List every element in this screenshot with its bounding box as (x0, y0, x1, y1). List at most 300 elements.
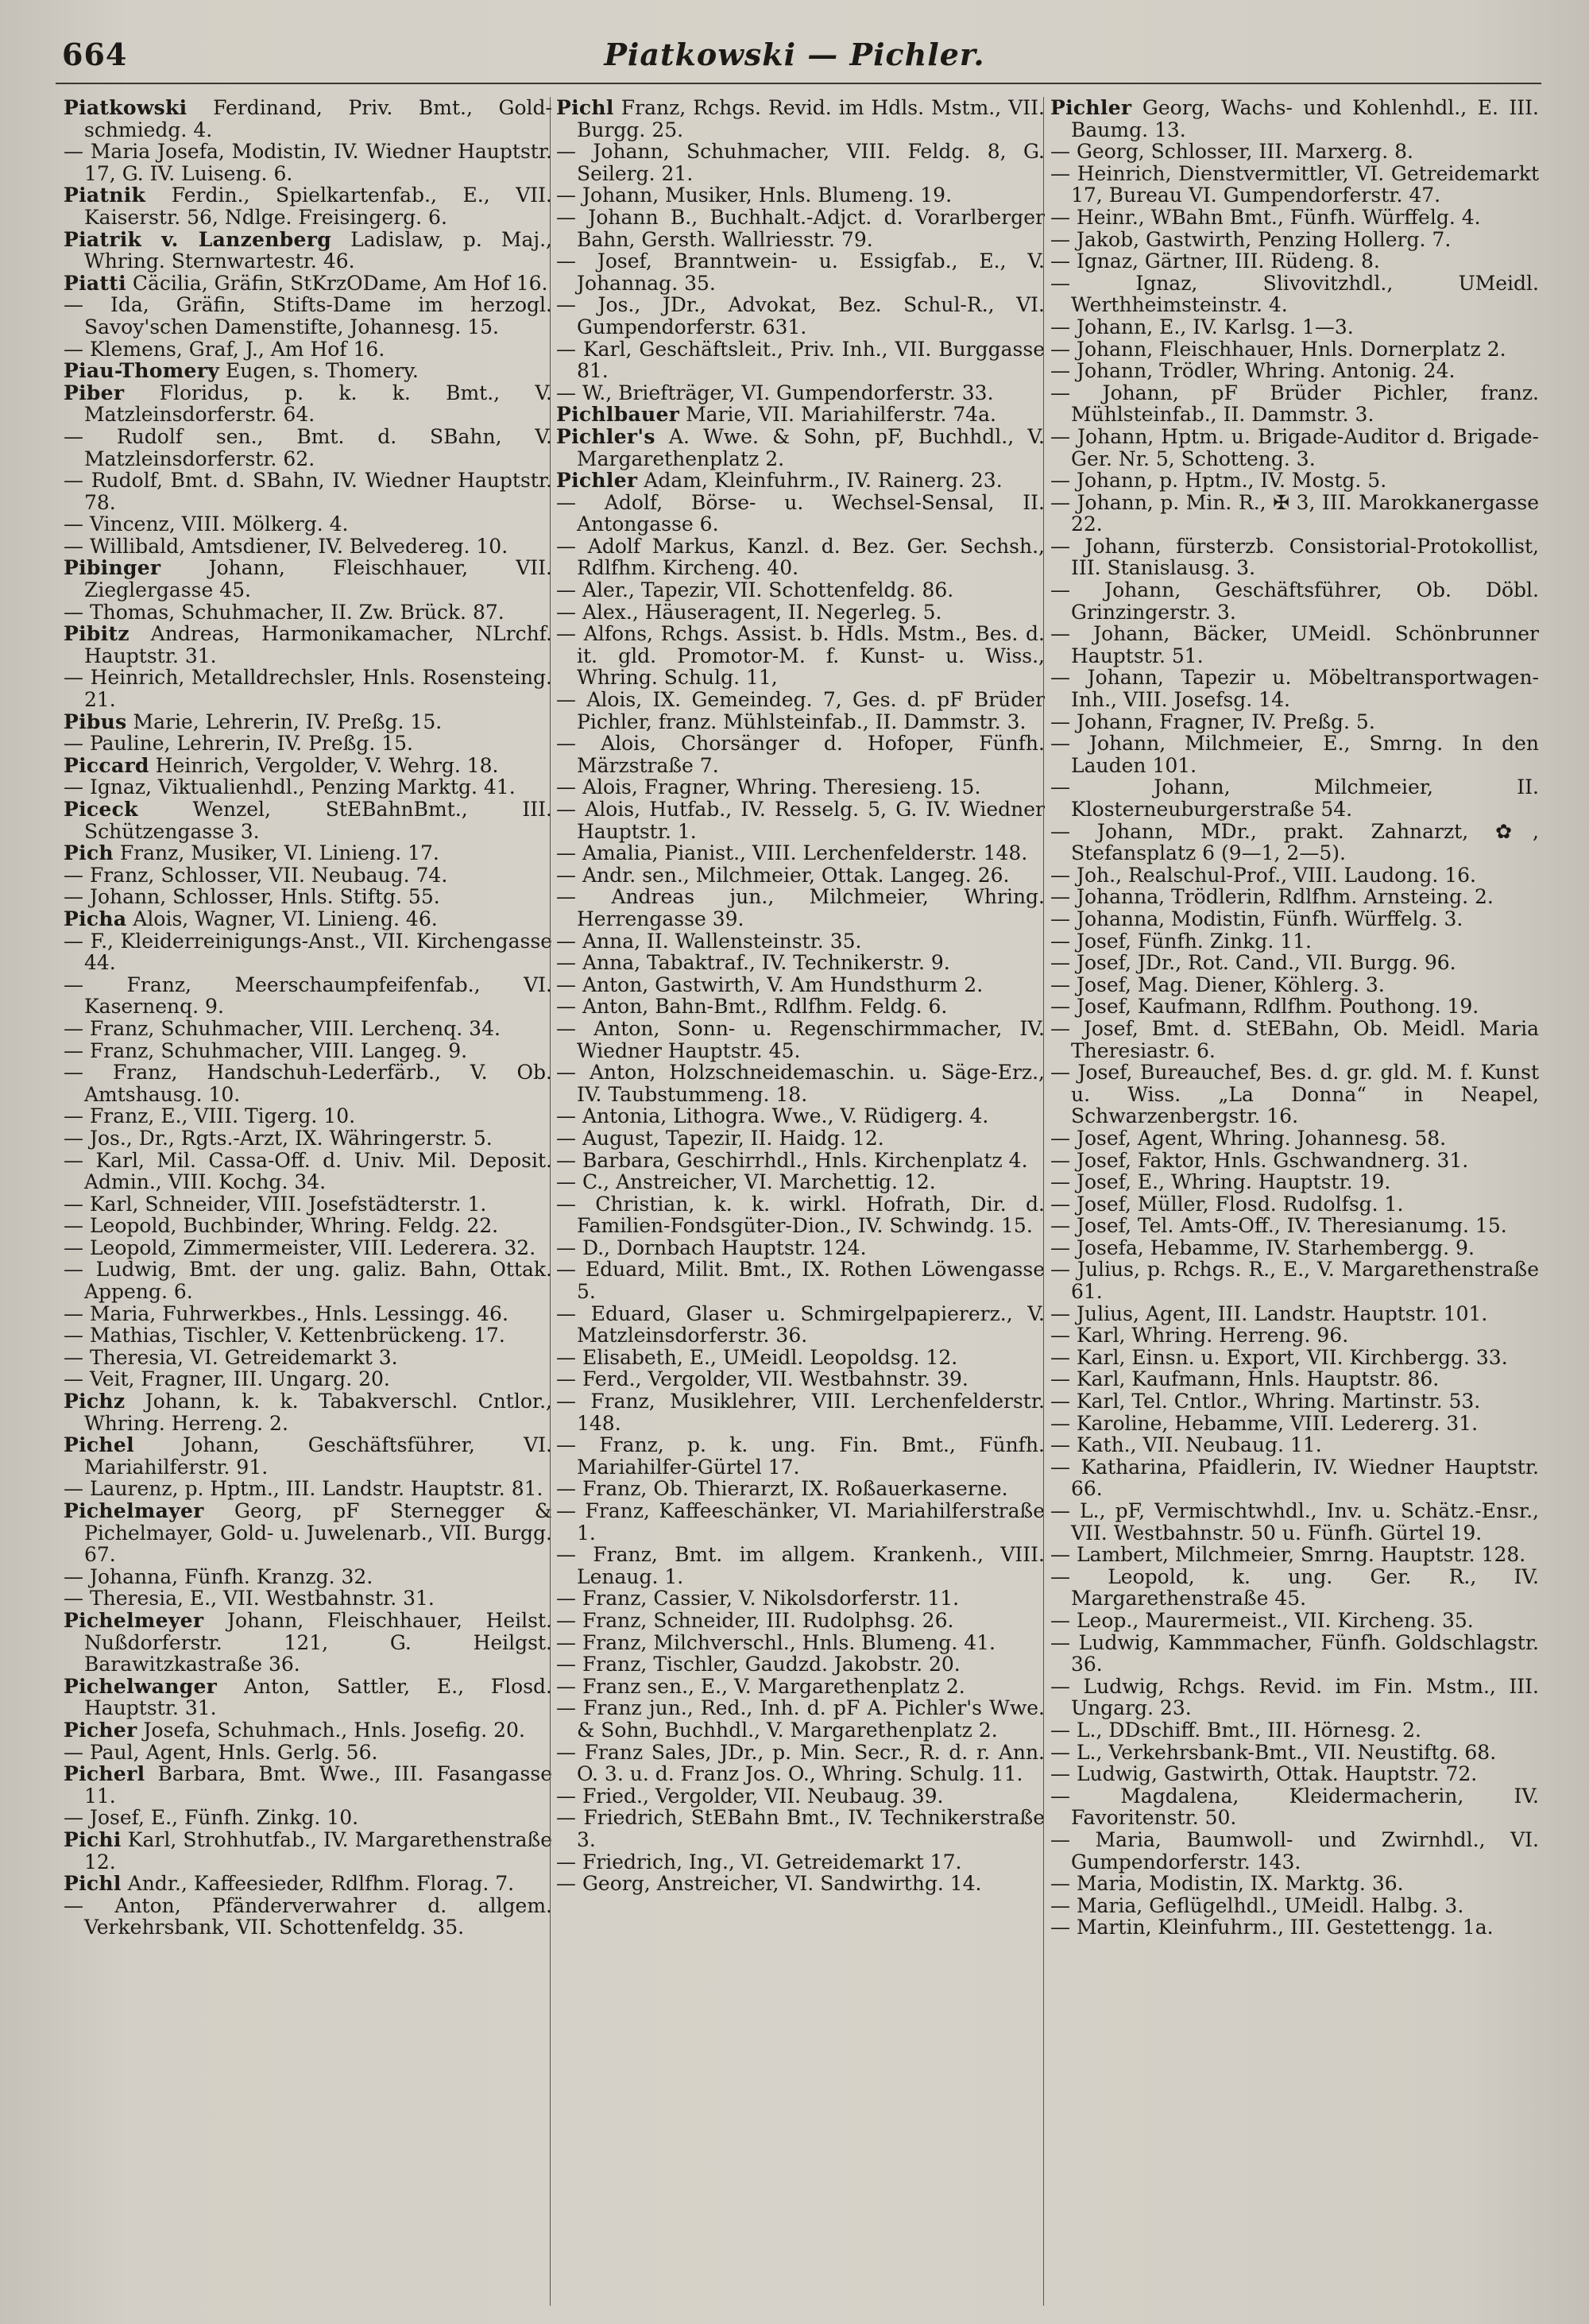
directory-entry (64, 1061, 552, 1105)
column-2 (556, 97, 1045, 2314)
entry-text: Georg, Wachs- und Kohlenhdl., E. III. Baumg. 13. (1071, 97, 1539, 141)
entry-text: — Johanna, Trödlerin, Rdlfhm. Arnsteing. 2. (1050, 885, 1494, 909)
directory-entry (64, 1237, 552, 1259)
directory-entry (556, 1587, 1045, 1610)
directory-entry (556, 1259, 1045, 1302)
directory-entry (64, 273, 552, 295)
entry-text: — Josef, Bmt. d. StEBahn, Ob. Meidl. Maria Theresiastr. 6. (1050, 1016, 1539, 1062)
column-divider (1043, 97, 1044, 2306)
directory-entry (64, 1303, 552, 1325)
directory-entry (64, 1500, 552, 1566)
directory-entry (556, 1018, 1045, 1061)
directory-entry (556, 1105, 1045, 1127)
directory-entry (1050, 1324, 1539, 1347)
entry-text: Adam, Kleinfuhrm., IV. Rainerg. 23. (644, 469, 1003, 493)
entry-surname: Piber (64, 381, 125, 404)
entry-text: — Theresia, VI. Getreidemarkt 3. (64, 1345, 398, 1369)
entry-text: — Aler., Tapezir, VII. Schottenfeldg. 86. (556, 578, 954, 602)
entry-text: — Josef, Agent, Whring. Johannesg. 58. (1050, 1126, 1447, 1150)
entry-text: — Anton, Pfänderverwahrer d. allgem. Verkehrsbank, VII. Schottenfeldg. 35. (64, 1893, 552, 1939)
entry-surname: Pichel (64, 1433, 134, 1457)
entry-surname: Picha (64, 907, 127, 930)
entry-text: — Maria, Geflügelhdl., UMeidl. Halbg. 3. (1050, 1893, 1464, 1917)
directory-entry (64, 1193, 552, 1216)
entry-text: — Franz, Ob. Thierarzt, IX. Roßauerkaserne. (556, 1477, 1008, 1501)
entry-text: — Johann, Fleischhauer, Hnls. Dornerplatz 2. (1050, 337, 1506, 361)
directory-entry (64, 360, 552, 382)
directory-entry (1050, 1566, 1539, 1610)
entry-text: — Rudolf sen., Bmt. d. SBahn, V. Matzleinsdorferstr. 62. (64, 424, 552, 470)
directory-entry (64, 1676, 552, 1719)
directory-entry (556, 141, 1045, 184)
entry-text: — Julius, p. Rchgs. R., E., V. Margarethenstraße 61. (1050, 1258, 1539, 1304)
directory-entry (556, 689, 1045, 733)
directory-entry (1050, 1544, 1539, 1566)
directory-entry (556, 1237, 1045, 1259)
directory-entry (64, 184, 552, 228)
entry-text: — Amalia, Pianist., VIII. Lerchenfelderstr. 148. (556, 841, 1028, 865)
entry-text: — Katharina, Pfaidlerin, IV. Wiedner Hauptstr. 66. (1050, 1455, 1539, 1501)
entry-text: — Georg, Schlosser, III. Marxerg. 8. (1050, 140, 1414, 164)
directory-entry (64, 1742, 552, 1764)
entry-text: — Friedrich, StEBahn Bmt., IV. Technikerstraße 3. (556, 1806, 1045, 1851)
entry-text: — Franz, Schuhmacher, VIII. Lerchenq. 34. (64, 1016, 501, 1040)
entry-text: — Josef, Tel. Amts-Off., IV. Theresianumg. 15. (1050, 1214, 1507, 1238)
entry-surname: Piau-Thomery (64, 359, 220, 383)
entry-text: — Adolf Markus, Kanzl. d. Bez. Ger. Sechsh., Rdlfhm. Kircheng. 40. (556, 534, 1045, 580)
entry-text: — Johann, Trödler, Whring. Antonig. 24. (1050, 359, 1456, 383)
directory-entry (64, 294, 552, 338)
directory-entry (556, 1742, 1045, 1785)
entry-text: — Josef, Müller, Flosd. Rudolfsg. 1. (1050, 1192, 1404, 1216)
directory-entry (1050, 1127, 1539, 1150)
directory-entry (556, 1632, 1045, 1654)
directory-entry (64, 1018, 552, 1040)
directory-entry (64, 1873, 552, 1895)
directory-entry (64, 1150, 552, 1193)
entry-text: — Johann, Hptm. u. Brigade-Auditor d. Brigade-Ger. Nr. 5, Schotteng. 3. (1050, 424, 1539, 470)
entry-text: — Klemens, Graf, J., Am Hof 16. (64, 337, 385, 361)
directory-entry (64, 1215, 552, 1237)
directory-entry (1050, 952, 1539, 974)
directory-entry (1050, 974, 1539, 996)
entry-text: — Martin, Kleinfuhrm., III. Gestettengg. 1a. (1050, 1916, 1494, 1939)
directory-entry (556, 1171, 1045, 1193)
directory-entry (1050, 207, 1539, 229)
entry-text: — Josef, Bureauchef, Bes. d. gr. gld. M. f. Kunst u. Wiss. „La Donna“ in Neapel, Schwarzenbergstr. 16. (1050, 1061, 1539, 1128)
entry-text: — Andreas jun., Milchmeier, Whring. Herrengasse 39. (556, 885, 1045, 930)
entry-surname: Pibus (64, 710, 127, 733)
directory-entry (1050, 667, 1539, 710)
directory-entry (64, 1434, 552, 1478)
entry-text: — Vincenz, VIII. Mölkerg. 4. (64, 512, 349, 536)
entry-text: — Franz, Handschuh-Lederfärb., V. Ob. Amtshausg. 10. (64, 1061, 552, 1106)
directory-entry (556, 776, 1045, 799)
entry-text: — Willibald, Amtsdiener, IV. Belvedereg. 10. (64, 534, 508, 558)
directory-entry (556, 1807, 1045, 1850)
page-number: 664 (62, 37, 128, 72)
entry-text: — Ignaz, Slivovitzhdl., UMeidl. Werthheimsteinstr. 4. (1050, 271, 1539, 317)
entry-text: — Alfons, Rchgs. Assist. b. Hdls. Mstm., Bes. d. it. gld. Promotor-M. f. Kunst- u. Wiss., Whring. Schulg. 11, (556, 622, 1045, 690)
entry-text: Alois, Wagner, VI. Linieng. 46. (133, 907, 438, 930)
entry-text: — Maria, Modistin, IX. Marktg. 36. (1050, 1872, 1404, 1896)
directory-entry (64, 97, 552, 141)
entry-text: Wenzel, StEBahnBmt., III. Schützengasse 3. (84, 798, 552, 843)
entry-text: — L., DDschiff. Bmt., III. Hörnesg. 2. (1050, 1718, 1421, 1742)
directory-entry (556, 97, 1045, 141)
directory-entry (1050, 733, 1539, 776)
entry-text: — Franz jun., Red., Inh. d. pF A. Pichler's Wwe. & Sohn, Buchhdl., V. Margarethenplatz 2. (556, 1696, 1045, 1742)
entry-text: — Franz, Kaffeeschänker, VI. Mariahilferstraße 1. (556, 1499, 1045, 1545)
directory-entry (1050, 1500, 1539, 1544)
directory-entry (556, 1851, 1045, 1874)
entry-text: — Johanna, Modistin, Fünfh. Würffelg. 3. (1050, 907, 1463, 930)
entry-text: — Karl, Whring. Herreng. 96. (1050, 1324, 1349, 1348)
entry-text: — W., Briefträger, VI. Gumpendorferstr. 33. (556, 381, 994, 404)
directory-entry (64, 1807, 552, 1829)
entry-text: — Jos., Dr., Rgts.-Arzt, IX. Währingerstr. 5. (64, 1126, 493, 1150)
entry-surname: Pichl (556, 97, 614, 119)
entry-text: — Ludwig, Kammmacher, Fünfh. Goldschlagstr. 36. (1050, 1630, 1539, 1676)
directory-entry (1050, 163, 1539, 207)
directory-entry (556, 426, 1045, 470)
directory-entry (64, 1368, 552, 1390)
directory-entry (556, 1785, 1045, 1808)
entry-surname: Picherl (64, 1762, 145, 1786)
directory-entry (556, 1434, 1045, 1478)
entry-text: — Christian, k. k. wirkl. Hofrath, Dir. d. Familien-Fondsgüter-Dion., IV. Schwindg. 15. (556, 1192, 1045, 1238)
directory-entry (64, 1763, 552, 1807)
directory-entry (1050, 382, 1539, 426)
entry-text: Franz, Musiker, VI. Linieng. 17. (119, 841, 439, 865)
directory-entry (1050, 229, 1539, 251)
entry-text: Franz, Rchgs. Revid. im Hdls. Mstm., VII. Burgg. 25. (577, 97, 1045, 141)
entry-text: — Maria, Fuhrwerkbes., Hnls. Lessingg. 46. (64, 1301, 508, 1325)
directory-entry (64, 1324, 552, 1347)
directory-entry (556, 338, 1045, 382)
directory-entry (1050, 1610, 1539, 1632)
directory-entry (556, 952, 1045, 974)
directory-entry (1050, 360, 1539, 382)
entry-text: Johann, Fleischhauer, Heilst. Nußdorferstr. 121, G. Heilgst. Barawitzkastraße 36. (84, 1608, 552, 1676)
entry-text: — Anton, Gastwirth, V. Am Hundsthurm 2. (556, 973, 984, 996)
entry-text: — Julius, Agent, III. Landstr. Hauptstr. 101. (1050, 1301, 1488, 1325)
entry-text: — Josef, E., Whring. Hauptstr. 19. (1050, 1170, 1391, 1194)
directory-entry (556, 207, 1045, 250)
directory-entry (1050, 97, 1539, 141)
entry-text: Anton, Sattler, E., Flosd. Hauptstr. 31. (84, 1674, 552, 1720)
entry-surname: Pichler (1050, 97, 1132, 119)
entry-text: Johann, Fleischhauer, VII. Zieglergasse 45. (84, 556, 552, 602)
entry-text: — Johann, Musiker, Hnls. Blumeng. 19. (556, 184, 953, 207)
directory-entry (556, 733, 1045, 776)
entry-text: Ferdin., Spielkartenfab., E., VII. Kaiserstr. 56, Ndlge. Freisingerg. 6. (84, 184, 552, 229)
directory-entry (556, 974, 1045, 996)
entry-text: — Heinrich, Metalldrechsler, Hnls. Rosensteing. 21. (64, 666, 552, 712)
entry-surname: Piatkowski (64, 97, 188, 119)
entry-text: Heinrich, Vergolder, V. Wehrg. 18. (155, 753, 499, 777)
directory-entry (1050, 1237, 1539, 1259)
entry-text: — Johann, MDr., prakt. Zahnarzt, ✿, Stefansplatz 6 (9—1, 2—5). (1050, 819, 1539, 865)
directory-entry (64, 536, 552, 558)
directory-entry (1050, 1895, 1539, 1917)
entry-text: — Ida, Gräfin, Stifts-Dame im herzogl. Savoy'schen Damenstifte, Johannesg. 15. (64, 293, 552, 338)
directory-entry (1050, 1829, 1539, 1873)
directory-entry (556, 1303, 1045, 1347)
directory-entry (556, 842, 1045, 864)
directory-entry (556, 579, 1045, 601)
entry-text: Marie, Lehrerin, IV. Preßg. 15. (133, 710, 443, 733)
entry-text: — Barbara, Geschirrhdl., Hnls. Kirchenplatz 4. (556, 1148, 1028, 1172)
directory-entry (556, 886, 1045, 930)
directory-entry (556, 404, 1045, 426)
entry-text: — Antonia, Lithogra. Wwe., V. Rüdigerg. 4. (556, 1104, 989, 1128)
entry-text: — Johann, Schlosser, Hnls. Stiftg. 55. (64, 885, 440, 909)
entry-text: — Johann, fürsterzb. Consistorial-Protokollist, III. Stanislausg. 3. (1050, 534, 1539, 580)
directory-entry (1050, 492, 1539, 536)
directory-entry (1050, 864, 1539, 887)
entry-text: — Heinrich, Dienstvermittler, VI. Getreidemarkt 17, Bureau VI. Gumpendorferstr. 47. (1050, 161, 1539, 207)
directory-entry (64, 1040, 552, 1062)
entry-text: — Mathias, Tischler, V. Kettenbrückeng. 17. (64, 1324, 505, 1348)
entry-surname: Pichz (64, 1390, 126, 1413)
directory-entry (1050, 776, 1539, 820)
directory-entry (556, 184, 1045, 207)
entry-text: — Heinr., WBahn Bmt., Fünfh. Würffelg. 4. (1050, 205, 1481, 229)
directory-entry (556, 1544, 1045, 1587)
entry-text: — C., Anstreicher, VI. Marchettig. 12. (556, 1170, 936, 1194)
entry-text: — Josef, Kaufmann, Rdlfhm. Pouthong. 19. (1050, 995, 1479, 1019)
directory-entry (64, 1610, 552, 1676)
directory-entry (64, 1587, 552, 1610)
entry-text: A. Wwe. & Sohn, pF, Buchhdl., V. Margarethenplatz 2. (577, 424, 1045, 470)
directory-entry (556, 623, 1045, 689)
directory-entry (64, 667, 552, 710)
directory-entry (64, 711, 552, 733)
entry-surname: Pichelmeyer (64, 1608, 204, 1632)
entry-text: — Franz sen., E., V. Margarethenplatz 2. (556, 1674, 965, 1698)
entry-text: Floridus, p. k. k. Bmt., V. Matzleinsdorferstr. 64. (84, 381, 552, 427)
directory-entry (556, 382, 1045, 404)
entry-text: — Franz, Meerschaumpfeifenfab., VI. Kasernenq. 9. (64, 973, 552, 1019)
entry-text: — Franz, Schlosser, VII. Neubaug. 74. (64, 863, 448, 887)
entry-text: — August, Tapezir, II. Haidg. 12. (556, 1126, 884, 1150)
entry-text: — L., pF, Vermischtwhdl., Inv. u. Schätz.-Ensr., VII. Westbahnstr. 50 u. Fünfh. Gürtel 19. (1050, 1499, 1539, 1545)
directory-entry (64, 382, 552, 426)
directory-entry (556, 1610, 1045, 1632)
entry-text: — Karl, Schneider, VIII. Josefstädterstr. 1. (64, 1192, 487, 1216)
directory-entry (1050, 1916, 1539, 1939)
directory-entry (64, 755, 552, 777)
directory-entry (1050, 886, 1539, 908)
directory-entry (556, 250, 1045, 294)
entry-text: — Alois, IX. Gemeindeg. 7, Ges. d. pF Brüder Pichler, franz. Mühlsteinfab., II. Dammstr. 3. (556, 688, 1045, 733)
entry-text: — Johann, pF Brüder Pichler, franz. Mühlsteinfab., II. Dammstr. 3. (1050, 381, 1539, 427)
entry-surname: Piatnik (64, 184, 146, 207)
directory-entry (64, 908, 552, 930)
directory-entry (64, 864, 552, 887)
entry-text: — F., Kleiderreinigungs-Anst., VII. Kirchengasse 44. (64, 929, 552, 975)
entry-text: — Franz, Cassier, V. Nikolsdorferstr. 11. (556, 1587, 960, 1611)
entry-text: Andreas, Harmonikamacher, NLrchf. Hauptstr. 31. (84, 622, 552, 667)
directory-entry (556, 996, 1045, 1018)
entry-surname: Pichelmayer (64, 1499, 204, 1522)
entry-surname: Pichl (64, 1872, 122, 1896)
directory-entry (64, 229, 552, 273)
entry-text: — Ignaz, Viktualienhdl., Penzing Marktg. 41. (64, 775, 516, 799)
directory-entry (556, 1368, 1045, 1390)
entry-text: — Anna, II. Wallensteinstr. 35. (556, 929, 862, 953)
entry-surname: Pichi (64, 1827, 122, 1851)
entry-text: — Leopold, Buchbinder, Whring. Feldg. 22. (64, 1214, 499, 1238)
entry-text: — Lambert, Milchmeier, Smrng. Hauptstr. 128. (1050, 1543, 1526, 1567)
entry-text: — D., Dornbach Hauptstr. 124. (556, 1235, 867, 1259)
directory-entry (556, 1478, 1045, 1500)
entry-text: — Ludwig, Rchgs. Revid. im Fin. Mstm., III. Ungarg. 23. (1050, 1674, 1539, 1720)
directory-entry (556, 1193, 1045, 1237)
entry-text: — Johanna, Fünfh. Kranzg. 32. (64, 1564, 373, 1588)
entry-surname: Pichler (556, 469, 638, 493)
directory-entry (1050, 1018, 1539, 1061)
directory-entry (64, 1829, 552, 1873)
directory-entry (556, 1150, 1045, 1172)
entry-text: — Georg, Anstreicher, VI. Sandwirthg. 14. (556, 1872, 982, 1896)
directory-entry (64, 601, 552, 624)
entry-text: — Johann, E., IV. Karlsg. 1—3. (1050, 315, 1354, 338)
entry-surname: Pibitz (64, 622, 130, 646)
entry-text: — Josef, Mag. Diener, Köhlerg. 3. (1050, 973, 1385, 996)
directory-entry (64, 470, 552, 513)
entry-text: — Alex., Häuseragent, II. Negerleg. 5. (556, 600, 942, 624)
entry-text: — Ludwig, Bmt. der ung. galiz. Bahn, Ottak. Appeng. 6. (64, 1258, 552, 1304)
entry-text: — Johann, Bäcker, UMeidl. Schönbrunner Hauptstr. 51. (1050, 622, 1539, 667)
entry-text: — Maria Josefa, Modistin, IV. Wiedner Hauptstr. 17, G. IV. Luiseng. 6. (64, 140, 552, 185)
entry-text: — Johann, p. Hptm., IV. Mostg. 5. (1050, 469, 1387, 493)
entry-text: — Leop., Maurermeist., VII. Kircheng. 35. (1050, 1608, 1474, 1632)
directory-entry (64, 1895, 552, 1939)
entry-text: — Pauline, Lehrerin, IV. Preßg. 15. (64, 732, 413, 756)
entry-surname: Piatrik v. Lanzenberg (64, 227, 332, 251)
directory-entry (556, 492, 1045, 536)
directory-entry (64, 776, 552, 799)
directory-entry (1050, 273, 1539, 316)
directory-entry (64, 930, 552, 974)
entry-text: — Friedrich, Ing., VI. Getreidemarkt 17. (556, 1850, 962, 1874)
directory-entry (1050, 1259, 1539, 1302)
directory-entry (1050, 1719, 1539, 1742)
entry-text: — Franz Sales, JDr., p. Min. Secr., R. d. r. Ann. O. 3. u. d. Franz Jos. O., Whring. Schulg. 11. (556, 1740, 1045, 1786)
directory-entry (556, 601, 1045, 624)
directory-entry (1050, 1676, 1539, 1719)
directory-entry (1050, 1742, 1539, 1764)
entry-text: — Josefa, Hebamme, IV. Starhembergg. 9. (1050, 1235, 1475, 1259)
entry-text: — Eduard, Milit. Bmt., IX. Rothen Löwengasse 5. (556, 1258, 1045, 1304)
directory-entry (556, 536, 1045, 579)
directory-entry (1050, 338, 1539, 361)
directory-entry (556, 1697, 1045, 1741)
directory-entry (64, 842, 552, 864)
entry-text: — Josef, Faktor, Hnls. Gschwandnerg. 31. (1050, 1148, 1469, 1172)
entry-text: — Leopold, Zimmermeister, VIII. Lederera. 32. (64, 1235, 536, 1259)
entry-text: — Ludwig, Gastwirth, Ottak. Hauptstr. 72. (1050, 1762, 1478, 1786)
entry-surname: Pich (64, 841, 114, 865)
entry-text: Barbara, Bmt. Wwe., III. Fasangasse 11. (84, 1762, 552, 1808)
directory-entry (64, 1719, 552, 1742)
directory-entry (556, 864, 1045, 887)
entry-text: — Josef, E., Fünfh. Zinkg. 10. (64, 1806, 359, 1830)
entry-text: — Johann, Milchmeier, II. Klosterneuburgerstraße 54. (1050, 775, 1539, 821)
entry-text: — Franz, p. k. ung. Fin. Bmt., Fünfh. Mariahilfer-Gürtel 17. (556, 1433, 1045, 1479)
entry-text: — Karl, Tel. Cntlor., Whring. Martinstr. 53. (1050, 1390, 1481, 1413)
entry-text: Johann, Geschäftsführer, VI. Mariahilferstr. 91. (84, 1433, 552, 1479)
entry-text: — Jakob, Gastwirth, Penzing Hollerg. 7. (1050, 227, 1452, 251)
entry-text: — Josef, Fünfh. Zinkg. 11. (1050, 929, 1312, 953)
directory-entry (556, 1873, 1045, 1895)
directory-entry (64, 1478, 552, 1500)
entry-text: — Laurenz, p. Hptm., III. Landstr. Hauptstr. 81. (64, 1477, 543, 1501)
directory-entry (1050, 1193, 1539, 1216)
entry-text: — Franz, Tischler, Gaudzd. Jakobstr. 20. (556, 1653, 961, 1676)
entry-text: — Franz, Milchverschl., Hnls. Blumeng. 41. (556, 1630, 996, 1654)
entry-text: Cäcilia, Gräfin, StKrzODame, Am Hof 16. (132, 271, 548, 295)
entry-text: — Franz, Schneider, III. Rudolphsg. 26. (556, 1608, 954, 1632)
directory-entry (64, 623, 552, 667)
entry-text: — Karl, Mil. Cassa-Off. d. Univ. Mil. Deposit. Admin., VIII. Kochg. 34. (64, 1148, 552, 1194)
directory-entry (1050, 908, 1539, 930)
entry-text: — Fried., Vergolder, VII. Neubaug. 39. (556, 1784, 944, 1808)
directory-entry (556, 799, 1045, 842)
directory-entry (1050, 1303, 1539, 1325)
directory-entry (1050, 426, 1539, 470)
directory-entry (1050, 1413, 1539, 1435)
entry-text: — Magdalena, Kleidermacherin, IV. Favoritenstr. 50. (1050, 1784, 1539, 1830)
entry-surname: Pichlbauer (556, 403, 680, 427)
entry-text: — Anton, Holzschneidemaschin. u. Säge-Erz., IV. Taubstummeng. 18. (556, 1061, 1045, 1106)
directory-entry (1050, 1150, 1539, 1172)
entry-text: — Karl, Geschäftsleit., Priv. Inh., VII. Burggasse 81. (556, 337, 1045, 383)
directory-entry (1050, 1632, 1539, 1676)
directory-entry (1050, 996, 1539, 1018)
directory-entry (556, 1347, 1045, 1369)
entry-text: — Johann, p. Min. R., ✠ 3, III. Marokkanergasse 22. (1050, 490, 1539, 536)
directory-entry (1050, 141, 1539, 163)
directory-entry (1050, 316, 1539, 338)
entry-surname: Picher (64, 1718, 137, 1742)
page-header (0, 37, 1589, 81)
directory-entry (64, 733, 552, 755)
entry-text: — Anna, Tabaktraf., IV. Technikerstr. 9. (556, 951, 950, 975)
entry-surname: Piceck (64, 798, 138, 821)
directory-entry (1050, 1061, 1539, 1127)
entry-text: — Karl, Kaufmann, Hnls. Hauptstr. 86. (1050, 1367, 1440, 1391)
entry-text: — Thomas, Schuhmacher, II. Zw. Brück. 87. (64, 600, 505, 624)
entry-text: — Josef, Branntwein- u. Essigfab., E., V. Johannag. 35. (556, 249, 1045, 295)
directory-entry (556, 294, 1045, 338)
directory-entry (64, 1390, 552, 1434)
directory-entry (556, 470, 1045, 492)
entry-text: — Anton, Bahn-Bmt., Rdlfhm. Feldg. 6. (556, 995, 948, 1019)
entry-text: — Rudolf, Bmt. d. SBahn, IV. Wiedner Hauptstr. 78. (64, 469, 552, 514)
directory-entry (64, 513, 552, 536)
entry-text: — Elisabeth, E., UMeidl. Leopoldsg. 12. (556, 1345, 958, 1369)
directory-entry (64, 1259, 552, 1302)
entry-text: — Eduard, Glaser u. Schmirgelpapiererz., V. Matzleinsdorferstr. 36. (556, 1301, 1045, 1348)
entry-text: Eugen, s. Thomery. (225, 359, 419, 383)
directory-entry (556, 1061, 1045, 1105)
directory-entry (64, 557, 552, 601)
entry-text: — Alois, Chorsänger d. Hofoper, Fünfh. Märzstraße 7. (556, 732, 1045, 777)
entry-text: — L., Verkehrsbank-Bmt., VII. Neustiftg. 68. (1050, 1740, 1497, 1764)
